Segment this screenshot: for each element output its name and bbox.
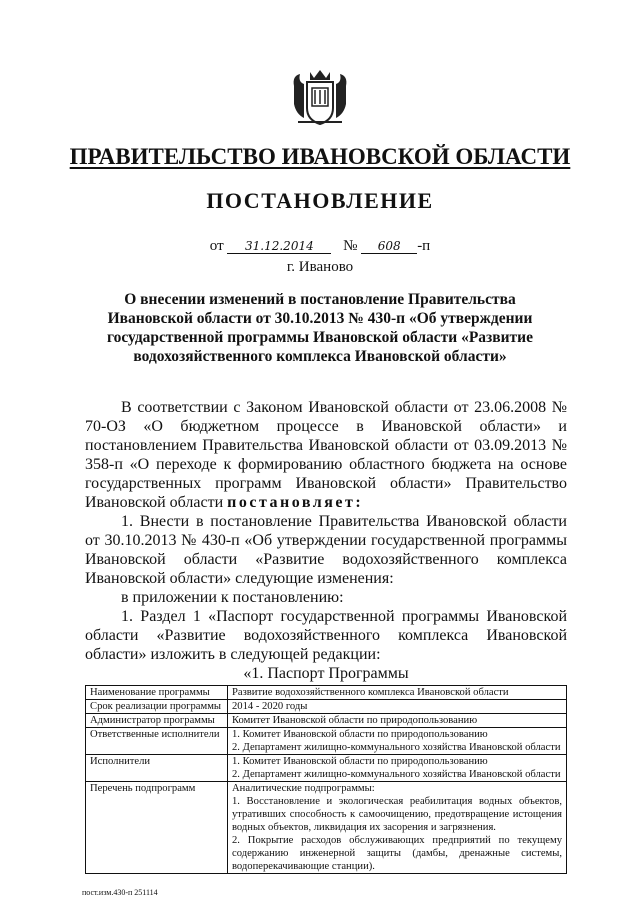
row-label: Исполнители — [86, 755, 228, 782]
paragraph-4: 1. Раздел 1 «Паспорт государственной программы Ивановской области «Развитие водохозяйственного комплекса Ивановской области» изложить в следующей редакции: — [85, 608, 567, 663]
row-value-line: 1. Комитет Ивановской области по природопользованию — [232, 756, 488, 767]
paragraph-2: 1. Внести в постановление Правительства Ивановской области от 30.10.2013 № 430-п «Об утверждении государственной программы Ивановской области «Развитие водохозяйственного комплекса Ивановской области» следующие изменения: — [85, 513, 567, 587]
table-row — [86, 728, 567, 755]
city: г. Иваново — [286, 259, 354, 275]
footer-code: пост.изм.430-п 251114 — [82, 888, 158, 897]
row-value-line: Развитие водохозяйственного комплекса Ивановской области — [232, 687, 509, 698]
document-number: 608 — [361, 239, 417, 254]
document-body — [85, 398, 567, 683]
row-value-line: 2. Департамент жилищно-коммунального хозяйства Ивановской области — [232, 742, 561, 753]
row-value-line: 1. Комитет Ивановской области по природопользованию — [232, 729, 488, 740]
row-value-line: 2. Департамент жилищно-коммунального хозяйства Ивановской области — [232, 769, 561, 780]
government-title: ПРАВИТЕЛЬСТВО ИВАНОВСКОЙ ОБЛАСТИ — [69, 144, 571, 169]
row-value-line: 2. Покрытие расходов обслуживающих предприятий по текущему содержанию инженерной защиты (дамбы, дренажные системы, водоперекачивающие станции). — [232, 835, 562, 872]
row-label: Срок реализации программы — [86, 700, 228, 714]
table-row — [86, 782, 567, 874]
table-row — [86, 714, 567, 728]
table-row — [86, 686, 567, 700]
row-value-line: 1. Восстановление и экологическая реабилитация водных объектов, утративших способность к самоочищению, предотвращение истощения водных объектов, ликвидация их засорения и загрязнения. — [232, 796, 562, 833]
number-prefix: № — [343, 238, 358, 254]
row-value — [228, 700, 567, 714]
row-label: Наименование программы — [86, 686, 228, 700]
row-label: Ответственные исполнители — [86, 728, 228, 755]
row-value — [228, 755, 567, 782]
row-value-line: 2014 - 2020 годы — [232, 701, 308, 712]
row-value — [228, 728, 567, 755]
document-heading: О внесении изменений в постановление Правительства Ивановской области от 30.10.2013 № 430-п «Об утверждении государственной программы Ивановской области «Развитие водохозяйственного комплекса Ивановской области» — [106, 291, 533, 365]
table-caption: «1. Паспорт Программы — [243, 665, 409, 682]
date-prefix: от — [209, 238, 224, 254]
row-value — [228, 782, 567, 874]
row-value-line: Комитет Ивановской области по природопользованию — [232, 715, 478, 726]
program-passport-table — [85, 685, 567, 874]
paragraph-3: в приложении к постановлению: — [121, 589, 344, 606]
resolution-verb: постановляет: — [227, 494, 364, 511]
row-value-line: Аналитические подпрограммы: — [232, 783, 375, 794]
document-type: ПОСТАНОВЛЕНИЕ — [206, 188, 434, 213]
paragraph-1 — [85, 398, 567, 512]
table-row — [86, 700, 567, 714]
table-row — [86, 755, 567, 782]
row-label: Администратор программы — [86, 714, 228, 728]
paragraph-1-text: В соответствии с Законом Ивановской области от 23.06.2008 № 70-ОЗ «О бюджетном процессе в Ивановской области» и постановлением Правительства Ивановской области от 03.09.2013 № 358-п «О переходе к формированию областного бюджета на основе государственных программ Ивановской области» Правительство Ивановской области — [85, 399, 567, 511]
document-flow — [82, 0, 567, 906]
row-value — [228, 686, 567, 700]
document-date: 31.12.2014 — [227, 239, 331, 254]
number-suffix: -п — [417, 238, 431, 254]
row-label: Перечень подпрограмм — [86, 782, 228, 874]
row-value — [228, 714, 567, 728]
